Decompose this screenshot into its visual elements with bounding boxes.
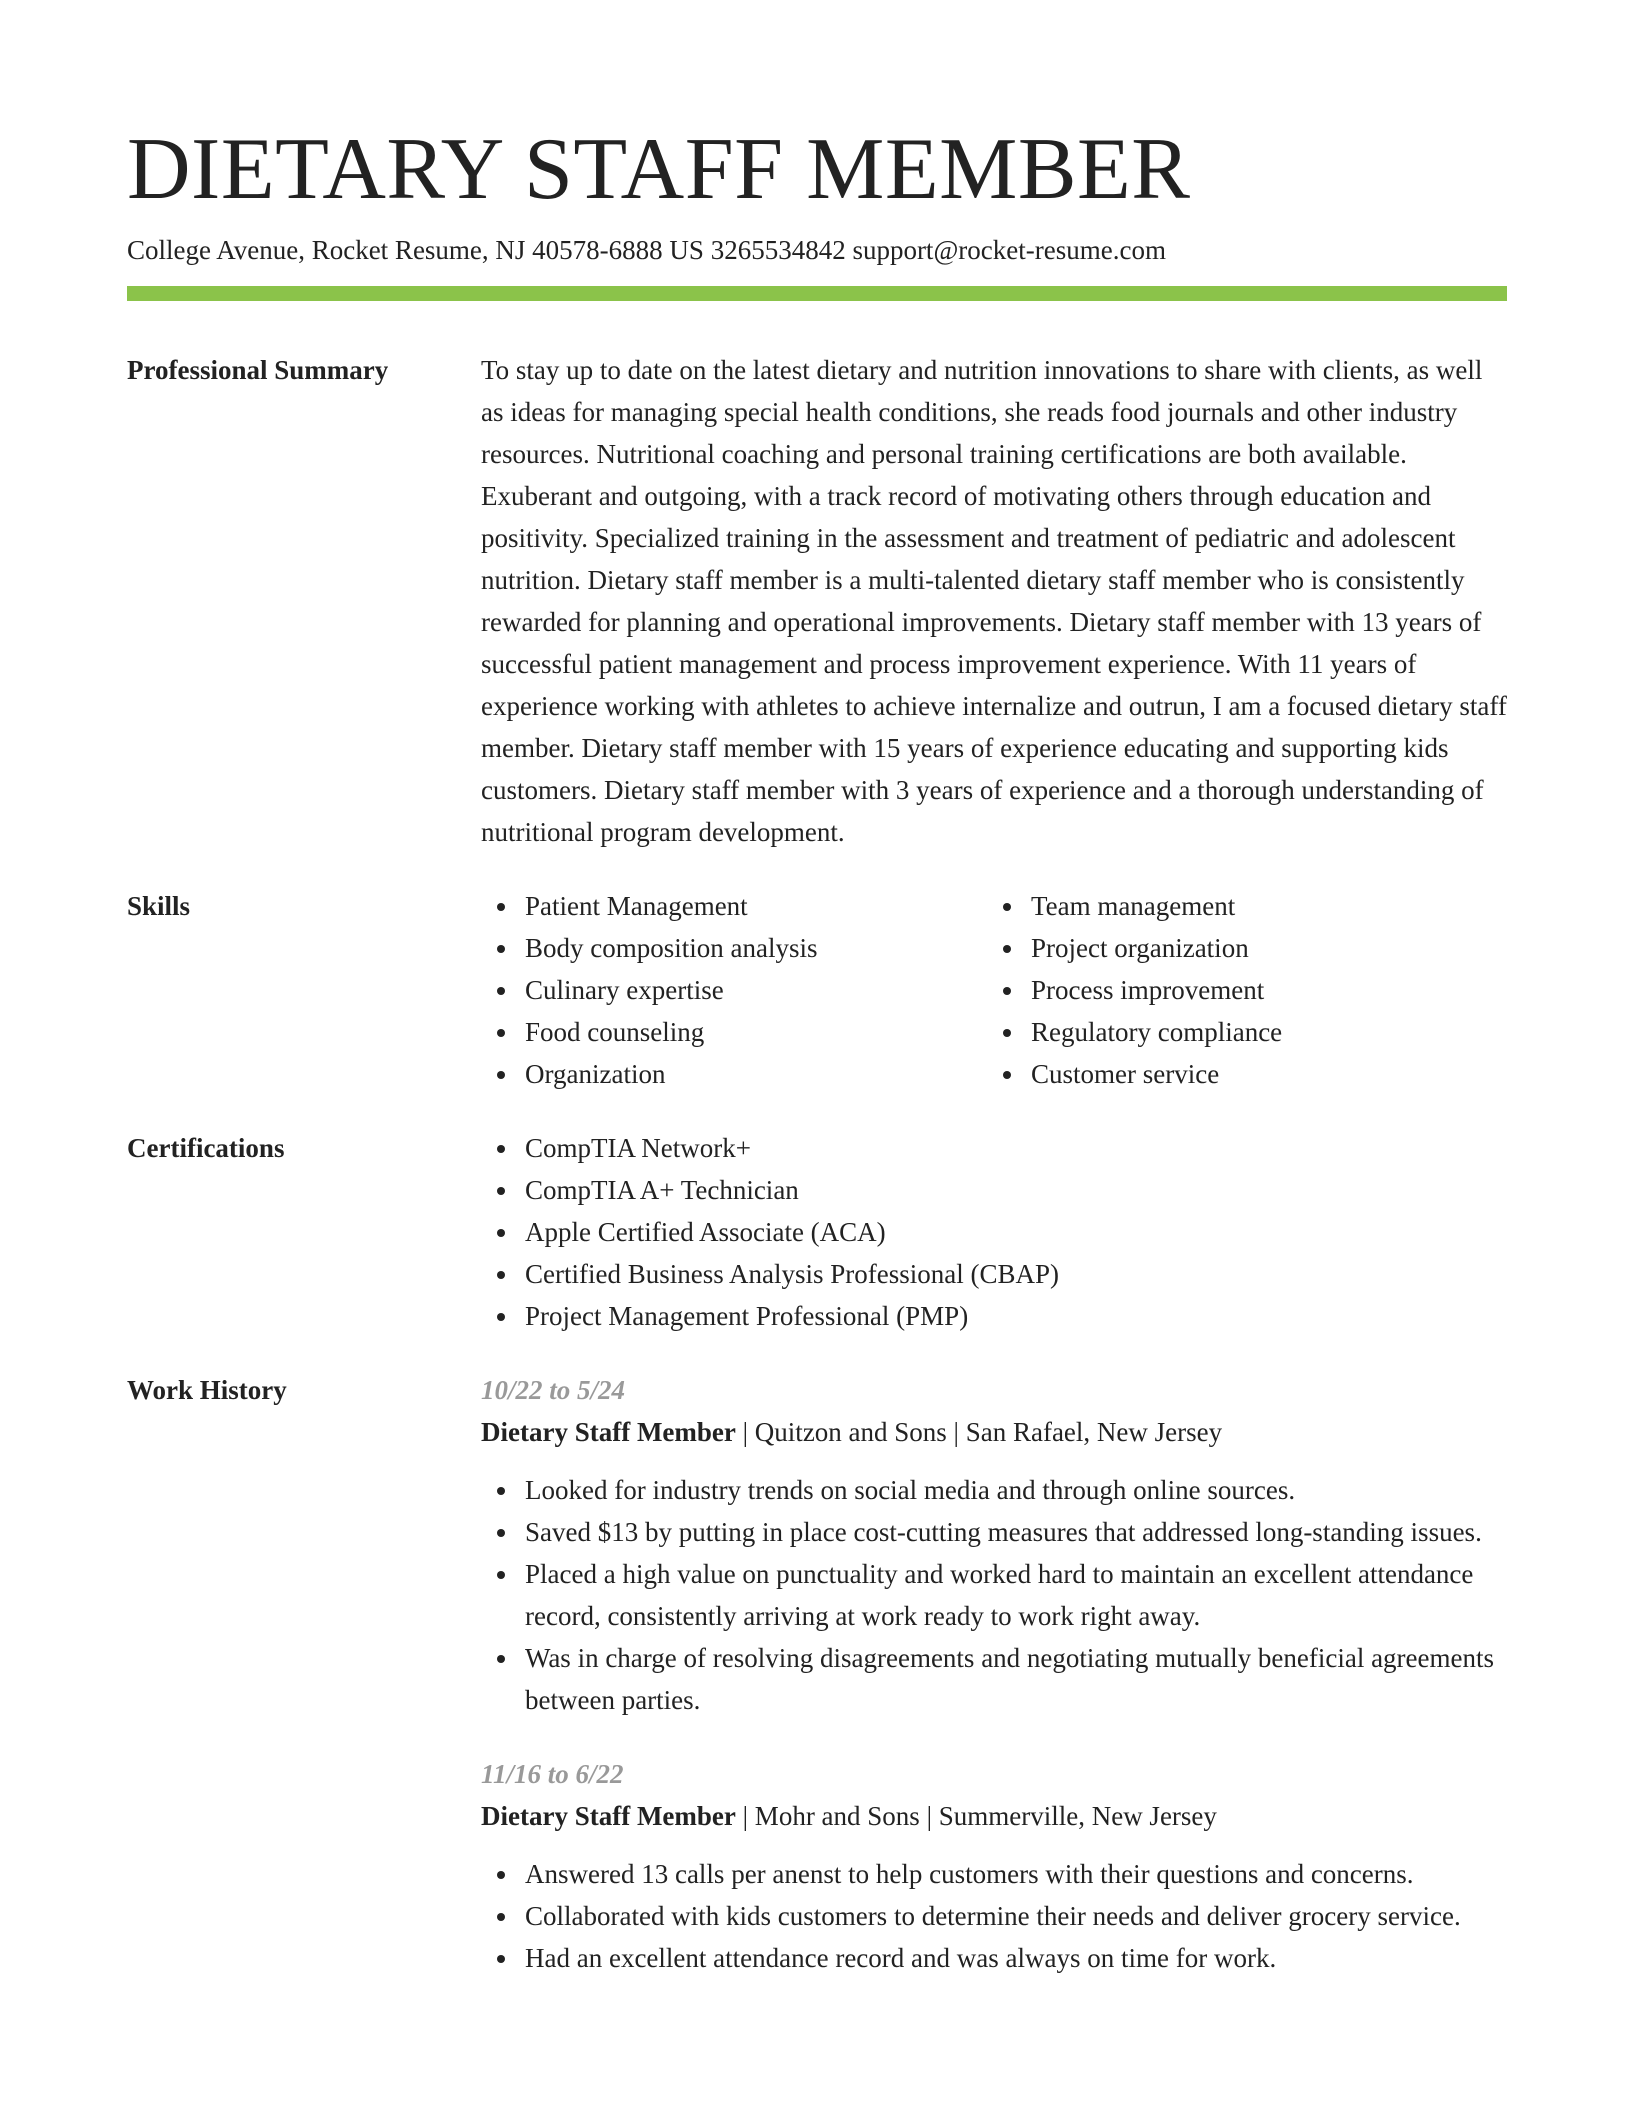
job-bullets xyxy=(481,1469,1507,1721)
list-item: Customer service xyxy=(987,1053,1493,1095)
section-heading: Certifications xyxy=(127,1133,285,1163)
skills-columns xyxy=(481,885,1507,1095)
list-item: Was in charge of resolving disagreements and negotiating mutually beneficial agreements between parties. xyxy=(481,1637,1507,1721)
list-item: Team management xyxy=(987,885,1493,927)
list-item: Collaborated with kids customers to determine their needs and deliver grocery service. xyxy=(481,1895,1507,1937)
job-entry xyxy=(481,1369,1507,1721)
summary-body xyxy=(481,349,1507,853)
list-item: Process improvement xyxy=(987,969,1493,1011)
list-item: Project Management Professional (PMP) xyxy=(481,1295,1507,1337)
job-entry xyxy=(481,1753,1507,1979)
list-item: Had an excellent attendance record and was always on time for work. xyxy=(481,1937,1507,1979)
certifications-list xyxy=(481,1127,1507,1337)
job-dates: 10/22 to 5/24 xyxy=(481,1375,626,1405)
skills-section xyxy=(127,885,1507,1095)
job-role: Dietary Staff Member xyxy=(481,1801,736,1831)
job-role: Dietary Staff Member xyxy=(481,1417,736,1447)
section-heading: Work History xyxy=(127,1375,287,1405)
skills-list-right xyxy=(987,885,1493,1095)
list-item: Patient Management xyxy=(481,885,987,927)
list-item: Looked for industry trends on social media and through online sources. xyxy=(481,1469,1507,1511)
header-divider xyxy=(127,286,1507,301)
job-heading xyxy=(481,1795,1507,1837)
certifications-section xyxy=(127,1127,1507,1337)
contact-phone: 3265534842 xyxy=(710,235,846,265)
list-item: Placed a high value on punctuality and worked hard to maintain an excellent attendance record, consistently arriving at work ready to work right away. xyxy=(481,1553,1507,1637)
resume-page xyxy=(127,120,1507,1979)
summary-section xyxy=(127,349,1507,853)
job-company-location: | Mohr and Sons | Summerville, New Jersey xyxy=(735,1801,1217,1831)
list-item: Regulatory compliance xyxy=(987,1011,1493,1053)
certifications-body xyxy=(481,1127,1507,1337)
section-heading: Professional Summary xyxy=(127,355,389,385)
list-item: Food counseling xyxy=(481,1011,987,1053)
contact-address: College Avenue, Rocket Resume, NJ 40578-6888 US xyxy=(127,235,704,265)
list-item: Body composition analysis xyxy=(481,927,987,969)
skills-list-left xyxy=(481,885,987,1095)
contact-line xyxy=(127,232,1507,268)
section-heading: Skills xyxy=(127,891,191,921)
list-item: CompTIA Network+ xyxy=(481,1127,1507,1169)
job-bullets xyxy=(481,1853,1507,1979)
list-item: Answered 13 calls per anenst to help customers with their questions and concerns. xyxy=(481,1853,1507,1895)
job-company-location: | Quitzon and Sons | San Rafael, New Jersey xyxy=(735,1417,1223,1447)
list-item: Culinary expertise xyxy=(481,969,987,1011)
list-item: Project organization xyxy=(987,927,1493,969)
work-history-section xyxy=(127,1369,1507,1979)
contact-email: support@rocket-resume.com xyxy=(852,235,1166,265)
list-item: Organization xyxy=(481,1053,987,1095)
list-item: Apple Certified Associate (ACA) xyxy=(481,1211,1507,1253)
summary-text: To stay up to date on the latest dietary and nutrition innovations to share with clients, as well as ideas for managing special health conditions, she reads food journals and other industry resources. Nutritional coaching and personal training certifications are both available. Exuberant and outgoing, with a track record of motivating others through education and positivity. Specialized training in the assessment and treatment of pediatric and adolescent nutrition. Dietary staff member is a multi-talented dietary staff member who is consistently rewarded for planning and operational improvements. Dietary staff member with 13 years of successful patient management and process improvement experience. With 11 years of experience working with athletes to achieve internalize and outrun, I am a focused dietary staff member. Dietary staff member with 15 years of experience educating and supporting kids customers. Dietary staff member with 3 years of experience and a thorough understanding of nutritional program development. xyxy=(481,355,1507,847)
candidate-name: DIETARY STAFF MEMBER xyxy=(127,121,1191,218)
work-history-body xyxy=(481,1369,1507,1979)
list-item: CompTIA A+ Technician xyxy=(481,1169,1507,1211)
list-item: Certified Business Analysis Professional (CBAP) xyxy=(481,1253,1507,1295)
list-item: Saved $13 by putting in place cost-cutting measures that addressed long-standing issues. xyxy=(481,1511,1507,1553)
job-heading xyxy=(481,1411,1507,1453)
job-dates: 11/16 to 6/22 xyxy=(481,1759,624,1789)
